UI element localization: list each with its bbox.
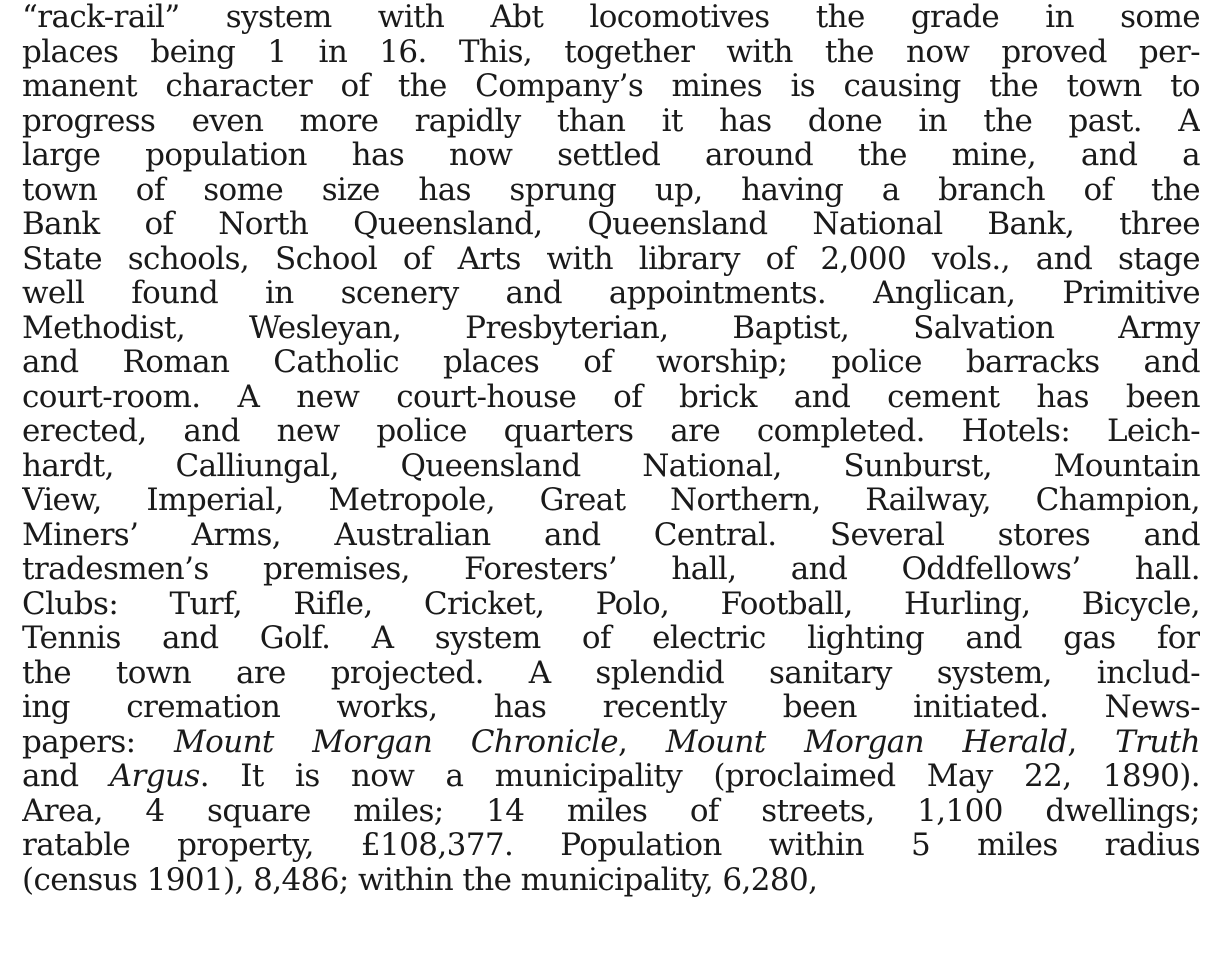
text-line [22,863,1200,898]
text-segment: places being 1 in 16. This, together with the now proved per- [22,34,1200,69]
text-line [22,104,1200,139]
text-segment: Bank of North Queensland, Queensland National Bank, three [22,207,1200,242]
text-segment: , [618,724,666,759]
text-segment: . It is now a municipality (proclaimed May 22, 1890). [199,759,1200,794]
text-segment: Clubs: Turf, Rifle, Cricket, Polo, Football, Hurling, Bicycle, [22,586,1200,621]
text-segment: View, Imperial, Metropole, Great Northern, Railway, Champion, [22,483,1200,518]
text-segment: and [22,759,110,794]
text-segment: court-room. A new court-house of brick and cement has been [22,379,1200,414]
text-line [22,552,1200,587]
italic-title: Mount Morgan Herald [665,724,1068,759]
text-segment: Methodist, Wesleyan, Presbyterian, Baptist, Salvation Army [22,310,1200,345]
text-segment: well found in scenery and appointments. Anglican, Primitive [22,276,1200,311]
text-line [22,690,1200,725]
text-segment: and Roman Catholic places of worship; police barracks and [22,345,1200,380]
text-line [22,138,1200,173]
text-segment: town of some size has sprung up, having a branch of the [22,172,1200,207]
text-line [22,828,1200,863]
text-segment: hardt, Calliungal, Queensland National, Sunburst, Mountain [22,448,1200,483]
text-line [22,0,1200,35]
text-line [22,69,1200,104]
text-segment: , [1067,724,1116,759]
text-body [22,0,1200,897]
text-segment: the town are projected. A splendid sanitary system, includ- [22,655,1200,690]
text-segment: (census 1901), 8,486; within the municipality, 6,280, [22,862,818,897]
text-line [22,311,1200,346]
text-line [22,380,1200,415]
text-line [22,794,1200,829]
text-line [22,414,1200,449]
text-line [22,621,1200,656]
italic-title: Mount Morgan Chronicle [174,724,618,759]
text-line [22,35,1200,70]
text-segment: large population has now settled around the mine, and a [22,138,1200,173]
text-segment: Area, 4 square miles; 14 miles of streets, 1,100 dwellings; [22,793,1200,828]
italic-title: Truth [1115,724,1200,759]
text-line [22,587,1200,622]
text-line [22,518,1200,553]
text-line [22,759,1200,794]
text-segment: “rack-rail” system with Abt locomotives the grade in some [22,0,1200,35]
text-line [22,345,1200,380]
document-page [22,0,1200,971]
italic-title: Argus [109,759,200,794]
text-segment: progress even more rapidly than it has done in the past. A [22,103,1200,138]
text-line [22,207,1200,242]
text-segment: ratable property, £108,377. Population within 5 miles radius [22,828,1200,863]
text-line [22,173,1200,208]
text-segment: Tennis and Golf. A system of electric lighting and gas for [22,621,1200,656]
text-segment: erected, and new police quarters are completed. Hotels: Leich- [22,414,1200,449]
text-line [22,276,1200,311]
text-line [22,449,1200,484]
text-segment: ing cremation works, has recently been initiated. News- [22,690,1200,725]
text-line [22,242,1200,277]
text-line [22,656,1200,691]
text-segment: tradesmen’s premises, Foresters’ hall, and Oddfellows’ hall. [22,552,1200,587]
text-segment: papers: [22,724,174,759]
text-segment: State schools, School of Arts with library of 2,000 vols., and stage [22,241,1200,276]
text-line [22,483,1200,518]
text-segment: manent character of the Company’s mines is causing the town to [22,69,1200,104]
text-segment: Miners’ Arms, Australian and Central. Several stores and [22,517,1200,552]
text-line [22,725,1200,760]
